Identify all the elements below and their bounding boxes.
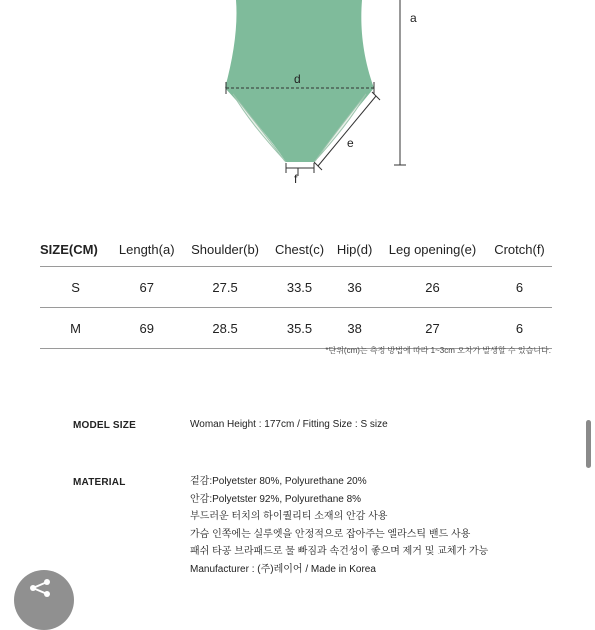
material-line: 부드러운 터치의 하이퀄리티 소재의 안감 사용 [190, 511, 388, 522]
material-line: 패쉬 타공 브라패드로 물 빠짐과 속건성이 좋으며 제거 및 교체가 가능 [190, 546, 489, 557]
table-cell: 28.5 [182, 308, 268, 349]
share-icon [28, 578, 52, 598]
material-line: 가슴 인쪽에는 실루엣을 안정적으로 잡아주는 엘라스틱 밴드 사용 [190, 528, 471, 540]
label-d: d [294, 72, 301, 86]
table-cell: 36 [331, 267, 378, 308]
measurement-diagram [0, 0, 595, 200]
measurement-note: *단위(cm)는 측정 방법에 따라 1~3cm 오차가 발생할 수 있습니다. [325, 346, 551, 355]
table-cell: 6 [487, 267, 552, 308]
header-leg-opening: Leg opening(e) [388, 241, 477, 257]
label-a: a [410, 11, 417, 25]
table-cell: 33.5 [268, 267, 331, 308]
table-cell: 27.5 [182, 267, 268, 308]
header-shoulder: Shoulder(b) [191, 241, 260, 257]
table-cell: 67 [111, 267, 182, 308]
table-row [40, 308, 552, 349]
table-cell: 69 [111, 308, 182, 349]
material-label: MATERIAL [73, 477, 126, 488]
header-size: SIZE(CM) [40, 241, 98, 257]
header-hip: Hip(d) [336, 241, 373, 257]
label-f: f [294, 172, 298, 186]
header-chest: Chest(c) [274, 241, 325, 257]
header-crotch: Crotch(f) [494, 241, 545, 257]
table-row [40, 267, 552, 308]
table-cell: 27 [378, 308, 487, 349]
material-details [190, 473, 488, 578]
table-cell: 38 [331, 308, 378, 349]
share-button[interactable] [14, 570, 74, 630]
scrollbar[interactable] [586, 420, 591, 468]
table-cell: 35.5 [268, 308, 331, 349]
size-table-header [40, 232, 552, 267]
size-table [40, 232, 552, 349]
model-size-value: Woman Height : 177cm / Fitting Size : S size [190, 419, 388, 430]
material-line: Manufacturer : (주)레이어 / Made in Korea [190, 563, 376, 575]
table-cell: M [40, 308, 111, 349]
label-e: e [347, 136, 354, 150]
material-line: 안감:Polyetster 92%, Polyurethane 8% [190, 493, 362, 505]
header-length: Length(a) [118, 241, 175, 257]
table-cell: S [40, 267, 111, 308]
table-cell: 6 [487, 308, 552, 349]
table-cell: 26 [378, 267, 487, 308]
material-line: 겉감:Polyetster 80%, Polyurethane 20% [190, 476, 367, 487]
model-size-label: MODEL SIZE [73, 420, 136, 431]
